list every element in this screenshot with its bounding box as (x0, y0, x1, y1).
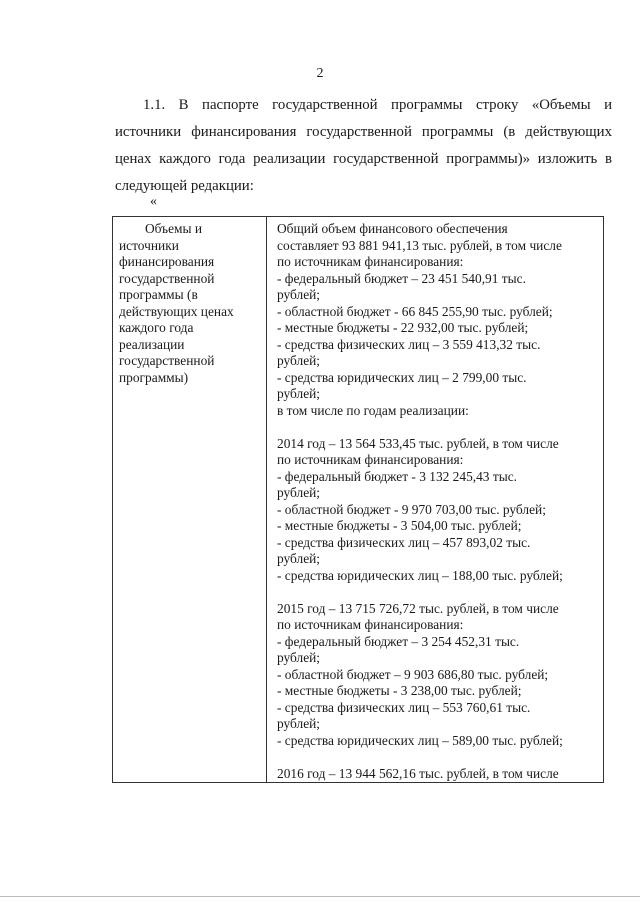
scan-edge-line (0, 896, 640, 897)
amendment-line-3: ценах каждого года реализации государственной программы)» изложить в (115, 151, 612, 167)
financing-line: рублей; (277, 551, 321, 566)
financing-line: - средства физических лиц – 457 893,02 тыс. (277, 534, 531, 550)
row-header-line: Объемы и (145, 221, 203, 236)
financing-line: - областной бюджет - 9 970 703,00 тыс. рублей; (277, 501, 546, 517)
financing-line: - областной бюджет – 9 903 686,80 тыс. рублей; (277, 666, 549, 682)
financing-line: Общий объем финансового обеспечения (277, 221, 508, 236)
financing-line: - областной бюджет - 66 845 255,90 тыс. рублей; (277, 303, 553, 319)
financing-line: - средства физических лиц – 3 559 413,32 тыс. (277, 336, 541, 352)
financing-line: - средства юридических лиц – 589,00 тыс. рублей; (277, 732, 563, 748)
financing-line: - местные бюджеты - 3 504,00 тыс. рублей; (277, 518, 522, 533)
blank-line (277, 419, 595, 436)
financing-line: рублей; (277, 716, 321, 731)
opening-quote-mark: « (150, 194, 157, 209)
financing-line: по источникам финансирования: (277, 254, 464, 269)
page-number: 2 (316, 66, 324, 81)
financing-line: 2014 год – 13 564 533,45 тыс. рублей, в том числе (277, 435, 559, 451)
financing-line: рублей; (277, 353, 321, 368)
amendment-line-2: источники финансирования государственной программы (в действующих (115, 124, 612, 140)
financing-line: - средства юридических лиц – 188,00 тыс. рублей; (277, 567, 563, 583)
financing-line: - средства юридических лиц – 2 799,00 тыс. (277, 369, 527, 385)
financing-line: 2016 год – 13 944 562,16 тыс. рублей, в том числе (277, 765, 559, 781)
row-header-cell (113, 217, 267, 783)
financing-line: рублей; (277, 650, 321, 665)
row-header-line: государственной (119, 270, 215, 286)
row-header-line: каждого года (119, 320, 194, 335)
financing-line: - местные бюджеты - 22 932,00 тыс. рублей; (277, 320, 529, 335)
financing-line: 2015 год – 13 715 726,72 тыс. рублей, в том числе (277, 600, 559, 616)
financing-line: рублей; (277, 287, 321, 302)
financing-line: - местные бюджеты - 3 238,00 тыс. рублей; (277, 683, 522, 698)
financing-line: рублей; (277, 386, 321, 401)
row-header-line: финансирования (119, 254, 215, 269)
financing-line: рублей; (277, 485, 321, 500)
blank-line (277, 749, 595, 766)
financing-line: - федеральный бюджет - 3 132 245,43 тыс. (277, 468, 517, 484)
row-header-line: государственной (119, 353, 215, 368)
financing-line: - федеральный бюджет – 3 254 452,31 тыс. (277, 633, 520, 649)
amendment-line-1: 1.1. В паспорте государственной программы строку «Объемы и (143, 97, 612, 113)
financing-line: составляет 93 881 941,13 тыс. рублей, в том числе (277, 237, 562, 253)
financing-line: - средства физических лиц – 553 760,61 тыс. (277, 699, 531, 715)
financing-details-cell (267, 217, 604, 783)
amendment-line-4: следующей редакции: (115, 178, 254, 194)
financing-line: в том числе по годам реализации: (277, 402, 469, 418)
row-header-line: программы) (119, 369, 189, 385)
row-header-line: реализации (119, 336, 185, 352)
financing-line: по источникам финансирования: (277, 452, 464, 467)
table-row (113, 217, 604, 783)
amendment-paragraph (115, 92, 612, 200)
blank-line (277, 584, 595, 601)
row-header-line: источники (119, 237, 179, 253)
financing-line: - федеральный бюджет – 23 451 540,91 тыс. (277, 270, 526, 286)
passport-table (112, 216, 604, 783)
financing-line: по источникам финансирования: (277, 617, 464, 632)
row-header-line: действующих ценах (119, 303, 234, 319)
row-header-line: программы (в (119, 287, 198, 302)
